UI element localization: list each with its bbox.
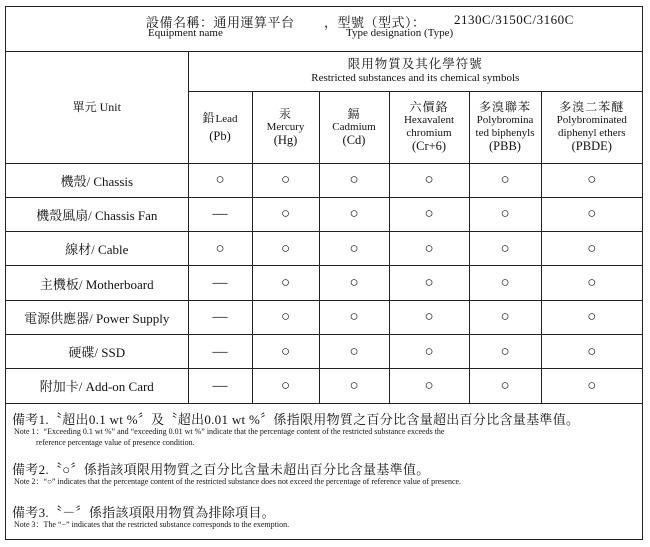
note-1-en-line1: Note 1：“Exceeding 0.1 wt %” and “exceeding 0.01 wt %” indicate that the percentage content of the restricted substance exceeds the: [14, 427, 445, 436]
compliance-mark: ○: [349, 309, 359, 326]
type-designation-label-en: Type designation (Type): [346, 27, 454, 39]
substance-mark-cell: [541, 197, 642, 231]
compliance-mark: ○: [500, 309, 510, 326]
unit-name: 線材/ Cable: [6, 232, 188, 266]
table-row: [6, 163, 642, 197]
substance-mark-cell: [188, 300, 252, 334]
table-row: [6, 197, 642, 231]
compliance-mark: ○: [215, 240, 225, 257]
substance-header-cadmium: [319, 91, 389, 163]
equipment-name-label: 設備名稱：通用運算平台: [146, 15, 295, 30]
compliance-mark: ○: [349, 240, 359, 257]
substance-symbol: (Cd): [342, 132, 366, 147]
substance-mark-cell: [389, 266, 469, 300]
substance-mark-cell: [541, 334, 642, 368]
compliance-mark: ○: [349, 172, 359, 189]
substance-mark-cell: [541, 163, 642, 197]
note-2-zh: 備考2.〝○〞係指該項限用物質之百分比含量未超出百分比含量基準值。: [12, 462, 430, 477]
compliance-mark: ○: [587, 275, 597, 292]
substance-mark-cell: [188, 266, 252, 300]
restricted-substances-header: [188, 51, 642, 91]
compliance-mark: ○: [587, 377, 597, 394]
substance-header-pbde: [541, 91, 642, 163]
restricted-substances-title-zh: 限用物質及其化學符號: [347, 56, 483, 71]
substance-mark-cell: [188, 369, 252, 403]
restricted-substances-title-en: Restricted substances and its chemical symbols: [311, 71, 520, 84]
compliance-mark: ○: [349, 343, 359, 360]
substance-header-pbb: [469, 91, 541, 163]
substance-mark-cell: [469, 369, 541, 403]
compliance-mark: ○: [587, 343, 597, 360]
substance-mark-cell: [319, 163, 389, 197]
substance-header-lead: [188, 91, 252, 163]
substance-en-line1: Polybrominated: [556, 114, 627, 126]
substance-mark-cell: [389, 163, 469, 197]
compliance-mark: ○: [500, 343, 510, 360]
note-1-zh: 備考1.〝超出0.1 wt %〞及〝超出0.01 wt %〞係指限用物質之百分比含量超出百分比含量基準值。: [12, 412, 580, 427]
substance-en: Lead: [215, 112, 238, 125]
substance-mark-cell: [389, 334, 469, 368]
substance-mark-cell: [469, 300, 541, 334]
substance-zh: 汞: [278, 106, 292, 121]
substance-en: Mercury: [266, 120, 305, 133]
substance-en-line1: Hexavalent: [403, 114, 455, 126]
substance-symbol: (PBDE): [571, 139, 612, 153]
compliance-mark: ○: [587, 309, 597, 326]
substance-mark-cell: [389, 369, 469, 403]
substance-en-line2: chromium: [406, 127, 452, 139]
compliance-mark: ○: [280, 206, 291, 223]
model-numbers: 2130C/3150C/3160C: [454, 12, 574, 27]
compliance-mark: ○: [587, 172, 597, 189]
table-row: [6, 334, 642, 368]
table-row: [6, 300, 642, 334]
compliance-mark: ○: [424, 172, 434, 189]
substance-zh: 多溴二苯醚: [559, 100, 625, 114]
substance-mark-cell: [319, 232, 389, 266]
note-1-en-line2: reference percentage value of presence condition.: [36, 438, 195, 447]
unit-rows: [6, 163, 642, 403]
compliance-mark: ○: [280, 377, 291, 394]
substance-mark-cell: [541, 232, 642, 266]
compliance-mark: ○: [280, 172, 291, 189]
substance-mark-cell: [469, 334, 541, 368]
substance-mark-cell: [389, 300, 469, 334]
compliance-mark: ○: [587, 206, 597, 223]
substance-en-line2: ted biphenyls: [475, 127, 535, 139]
compliance-mark: —: [212, 206, 228, 223]
compliance-mark: ○: [500, 377, 510, 394]
compliance-mark: ○: [500, 206, 510, 223]
substance-mark-cell: [319, 266, 389, 300]
compliance-mark: —: [212, 275, 228, 292]
compliance-mark: ○: [587, 240, 597, 257]
unit-name: 機殼/ Chassis: [6, 163, 188, 197]
rohs-declaration-sheet: [5, 6, 643, 540]
compliance-mark: ○: [280, 343, 291, 360]
substance-mark-cell: [541, 266, 642, 300]
compliance-mark: ○: [424, 206, 434, 223]
substance-symbol: (Pb): [209, 128, 231, 143]
unit-name: 電源供應器/ Power Supply: [6, 300, 188, 334]
substance-en: Cadmium: [332, 120, 376, 133]
compliance-mark: ○: [349, 206, 359, 223]
substance-mark-cell: [252, 334, 319, 368]
substance-mark-cell: [319, 369, 389, 403]
substance-mark-cell: [252, 369, 319, 403]
compliance-mark: ○: [424, 377, 434, 394]
substance-mark-cell: [319, 334, 389, 368]
equipment-header: [6, 7, 642, 52]
equipment-name-label-en: Equipment name: [148, 27, 223, 39]
note-2-en: Note 2：“○” indicates that the percentage content of the restricted substance does not exceed the percentage of reference value of presence.: [14, 477, 462, 486]
substance-mark-cell: [469, 232, 541, 266]
table-row: [6, 369, 642, 403]
substance-header-mercury: [252, 91, 319, 163]
note-3-en: Note 3：The “−” indicates that the restricted substance corresponds to the exemption.: [14, 520, 290, 529]
substance-symbol: (Cr+6): [411, 139, 447, 153]
substance-mark-cell: [188, 232, 252, 266]
compliance-mark: ○: [349, 275, 359, 292]
compliance-mark: —: [212, 309, 228, 326]
compliance-mark: ○: [280, 309, 291, 326]
unit-name: 主機板/ Motherboard: [6, 266, 188, 300]
compliance-mark: ○: [500, 275, 510, 292]
restricted-substances-table: [6, 51, 642, 404]
substance-zh: 鉛: [202, 110, 216, 125]
substance-mark-cell: [389, 232, 469, 266]
unit-column-header: 單元 Unit: [6, 51, 188, 163]
compliance-mark: ○: [349, 377, 359, 394]
compliance-mark: ○: [280, 240, 291, 257]
substance-mark-cell: [252, 266, 319, 300]
substance-en-line1: Polybromina: [476, 114, 534, 126]
compliance-mark: —: [212, 377, 228, 394]
substance-zh: 多溴聯苯: [478, 100, 531, 114]
substance-mark-cell: [541, 369, 642, 403]
compliance-mark: ○: [500, 172, 510, 189]
compliance-mark: —: [212, 343, 228, 360]
compliance-mark: ○: [424, 309, 434, 326]
compliance-mark: ○: [215, 172, 225, 189]
compliance-mark: ○: [500, 240, 510, 257]
compliance-mark: ○: [424, 343, 434, 360]
type-designation-label: ，型號（型式）：: [324, 15, 426, 30]
substance-mark-cell: [252, 197, 319, 231]
substance-mark-cell: [319, 197, 389, 231]
substance-zh: 鎘: [347, 106, 361, 121]
compliance-mark: ○: [424, 275, 434, 292]
substance-symbol: (Hg): [273, 132, 298, 147]
unit-name: 附加卡/ Add-on Card: [6, 369, 188, 403]
compliance-mark: ○: [280, 275, 291, 292]
substance-mark-cell: [188, 163, 252, 197]
substance-mark-cell: [188, 334, 252, 368]
substance-mark-cell: [469, 266, 541, 300]
substance-mark-cell: [188, 197, 252, 231]
substance-mark-cell: [389, 197, 469, 231]
substance-mark-cell: [469, 197, 541, 231]
substance-mark-cell: [541, 300, 642, 334]
unit-name: 硬碟/ SSD: [6, 334, 188, 368]
substance-symbol: (PBB): [489, 139, 521, 153]
table-row: [6, 266, 642, 300]
substance-mark-cell: [319, 300, 389, 334]
substance-mark-cell: [252, 163, 319, 197]
substance-zh: 六價鉻: [409, 100, 449, 114]
substance-mark-cell: [252, 300, 319, 334]
substance-mark-cell: [252, 232, 319, 266]
compliance-mark: ○: [424, 240, 434, 257]
note-3-zh: 備考3.〝－〞係指該項限用物質為排除項目。: [12, 505, 276, 520]
substance-mark-cell: [469, 163, 541, 197]
unit-name: 機殼風扇/ Chassis Fan: [6, 197, 188, 231]
substance-en-line2: diphenyl ethers: [558, 127, 626, 139]
substance-header-hexavalent-chromium: [389, 91, 469, 163]
table-row: [6, 232, 642, 266]
